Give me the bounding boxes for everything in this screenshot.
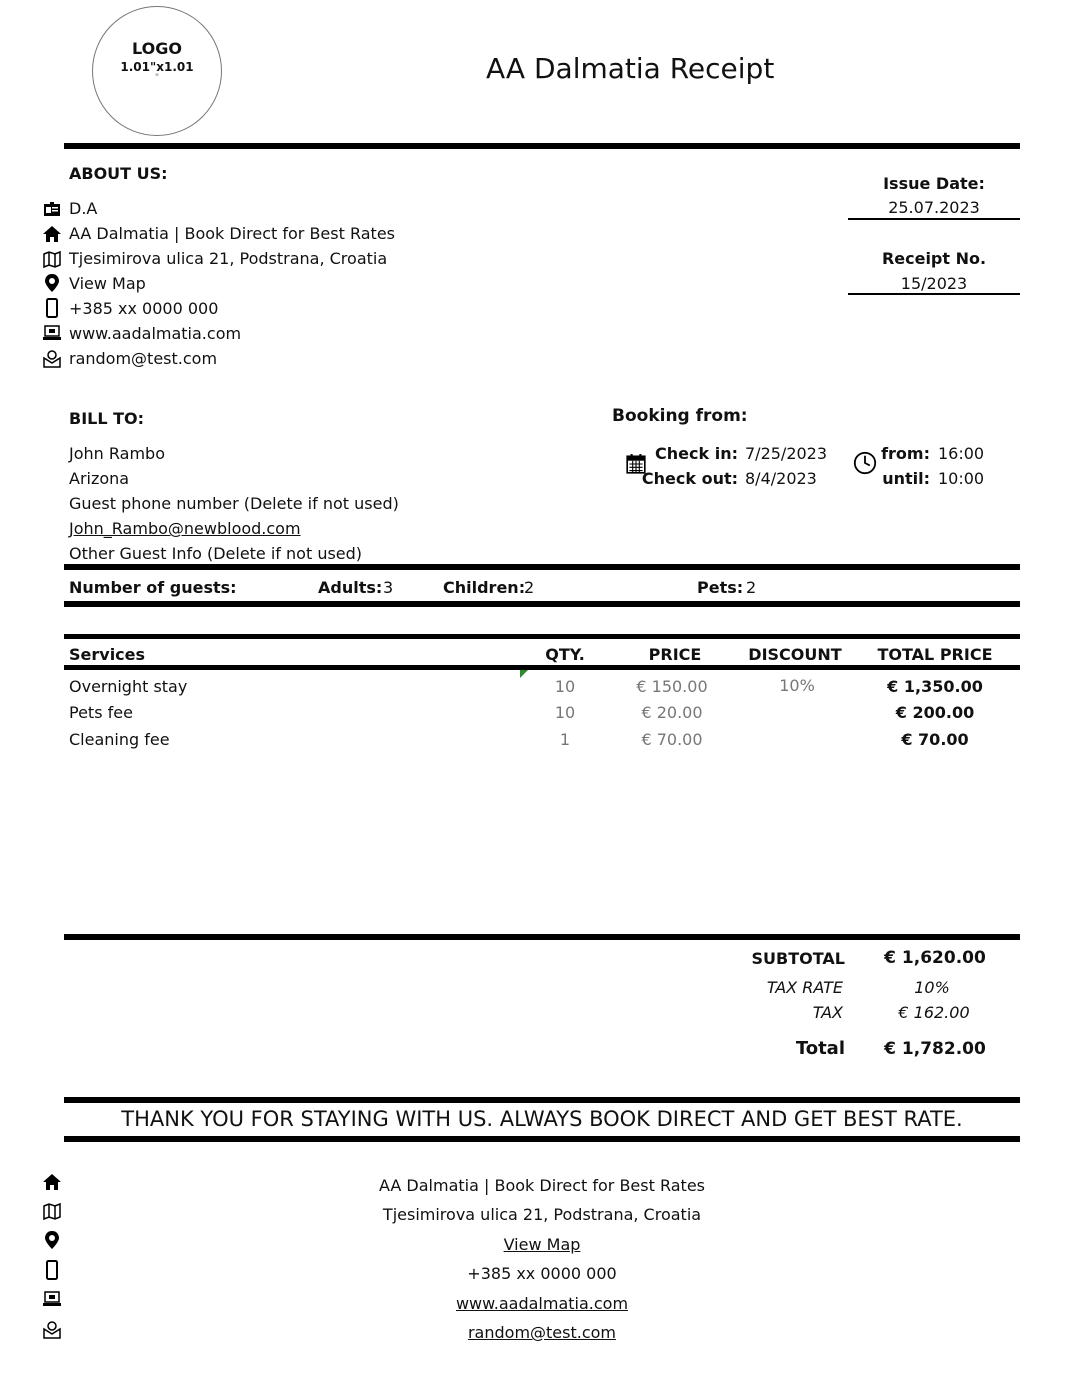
bill-other: Other Guest Info (Delete if not used)	[69, 544, 363, 563]
about-email[interactable]: random@test.com	[69, 349, 218, 368]
table-header-rule	[64, 665, 1020, 670]
from-label: from:	[881, 444, 930, 463]
about-name: D.A	[69, 199, 98, 218]
tax-rate-label: TAX RATE	[766, 978, 843, 997]
table-row-qty: 1	[559, 730, 571, 749]
tax-value: € 162.00	[898, 1003, 970, 1022]
issue-date-label: Issue Date:	[883, 174, 985, 193]
checkout-value: 8/4/2023	[745, 469, 817, 488]
header-total: TOTAL PRICE	[877, 645, 993, 664]
checkin-label: Check in:	[655, 444, 738, 463]
footer-map-link-text[interactable]: View Map	[503, 1235, 581, 1254]
guests-label: Number of guests:	[69, 578, 237, 597]
table-row-service: Cleaning fee	[69, 730, 170, 749]
tax-rate-value: 10%	[914, 978, 950, 997]
table-row-total: € 70.00	[901, 730, 969, 749]
footer-phone: +385 xx 0000 000	[467, 1264, 617, 1283]
until-value: 10:00	[938, 469, 985, 488]
table-row-total: € 1,350.00	[887, 677, 983, 696]
location-pin-icon	[41, 1229, 63, 1251]
table-row-service: Pets fee	[69, 703, 133, 722]
receipt-no-label: Receipt No.	[881, 249, 987, 268]
table-top-rule	[64, 634, 1020, 639]
footer-address: Tjesimirova ulica 21, Podstrana, Croatia	[382, 1205, 702, 1224]
subtotal-value: € 1,620.00	[884, 948, 986, 968]
issue-date-rule	[848, 218, 1020, 220]
children-value: 2	[524, 578, 535, 597]
home-icon	[41, 223, 63, 245]
tax-label: TAX	[812, 1003, 843, 1022]
laptop-icon	[41, 322, 63, 344]
until-label: until:	[882, 469, 930, 488]
phone-icon	[41, 297, 63, 319]
guests-bottom-rule	[64, 601, 1020, 607]
pets-label: Pets:	[697, 578, 744, 597]
receipt-no-value: 15/2023	[900, 274, 968, 293]
header-price: PRICE	[648, 645, 702, 664]
thanks-bottom-rule	[64, 1136, 1020, 1142]
location-pin-icon	[41, 272, 63, 294]
table-row-total: € 200.00	[895, 703, 975, 722]
thanks-top-rule	[64, 1097, 1020, 1103]
footer-website	[292, 1294, 792, 1313]
table-row-price: € 70.00	[641, 730, 703, 749]
footer-email-link[interactable]: random@test.com	[467, 1323, 617, 1342]
map-icon	[41, 248, 63, 270]
laptop-icon	[41, 1288, 63, 1310]
map-icon	[41, 1200, 63, 1222]
adults-value: 3	[383, 578, 394, 597]
bill-name: John Rambo	[69, 444, 165, 463]
guests-top-rule	[64, 564, 1020, 570]
checkout-label: Check out:	[641, 469, 738, 488]
subtotal-label: SUBTOTAL	[751, 949, 845, 968]
logo	[92, 6, 222, 136]
from-value: 16:00	[938, 444, 985, 463]
table-row-price: € 20.00	[641, 703, 703, 722]
footer-business: AA Dalmatia | Book Direct for Best Rates	[379, 1176, 705, 1195]
total-label: Total	[795, 1038, 845, 1059]
thank-you-message: THANK YOU FOR STAYING WITH US. ALWAYS BOOK DIRECT AND GET BEST RATE.	[121, 1107, 963, 1131]
bill-location: Arizona	[69, 469, 130, 488]
about-phone: +385 xx 0000 000	[69, 299, 219, 318]
total-value: € 1,782.00	[884, 1039, 986, 1059]
about-map-link[interactable]: View Map	[69, 274, 146, 293]
page-title: AA Dalmatia Receipt	[486, 52, 775, 85]
table-row-service: Overnight stay	[69, 677, 188, 696]
children-label: Children:	[443, 578, 526, 597]
about-business: AA Dalmatia | Book Direct for Best Rates	[69, 224, 395, 243]
header-services: Services	[69, 645, 146, 664]
header-discount: DISCOUNT	[748, 645, 842, 664]
totals-top-rule	[64, 934, 1020, 940]
table-row-price: € 150.00	[636, 677, 708, 696]
id-card-icon	[41, 198, 63, 220]
about-address: Tjesimirova ulica 21, Podstrana, Croatia	[69, 249, 388, 268]
logo-label: LOGO	[132, 39, 182, 58]
logo-size: 1.01"x1.01	[120, 60, 194, 74]
about-website[interactable]: www.aadalmatia.com	[69, 324, 242, 343]
checkin-value: 7/25/2023	[745, 444, 828, 463]
table-row-qty: 10	[554, 677, 576, 696]
receipt-no-rule	[848, 293, 1020, 295]
issue-date-value: 25.07.2023	[888, 198, 980, 217]
footer-email	[292, 1323, 792, 1342]
footer-website-link[interactable]: www.aadalmatia.com	[455, 1294, 629, 1313]
home-icon	[41, 1171, 63, 1193]
bill-phone: Guest phone number (Delete if not used)	[69, 494, 399, 513]
bill-email[interactable]: John_Rambo@newblood.com	[69, 519, 301, 538]
header-rule	[64, 143, 1020, 149]
adults-label: Adults:	[318, 578, 383, 597]
email-icon	[41, 1318, 63, 1340]
email-icon	[41, 347, 63, 369]
footer-map-link	[292, 1235, 792, 1254]
phone-icon	[41, 1259, 63, 1281]
bill-heading: BILL TO:	[69, 409, 145, 428]
logo-mark: "	[154, 73, 160, 83]
table-row-discount: 10%	[779, 676, 815, 695]
about-heading: ABOUT US:	[69, 164, 168, 183]
pets-value: 2	[746, 578, 757, 597]
table-row-qty: 10	[554, 703, 576, 722]
header-qty: QTY.	[545, 645, 585, 664]
booking-heading: Booking from:	[612, 406, 748, 426]
